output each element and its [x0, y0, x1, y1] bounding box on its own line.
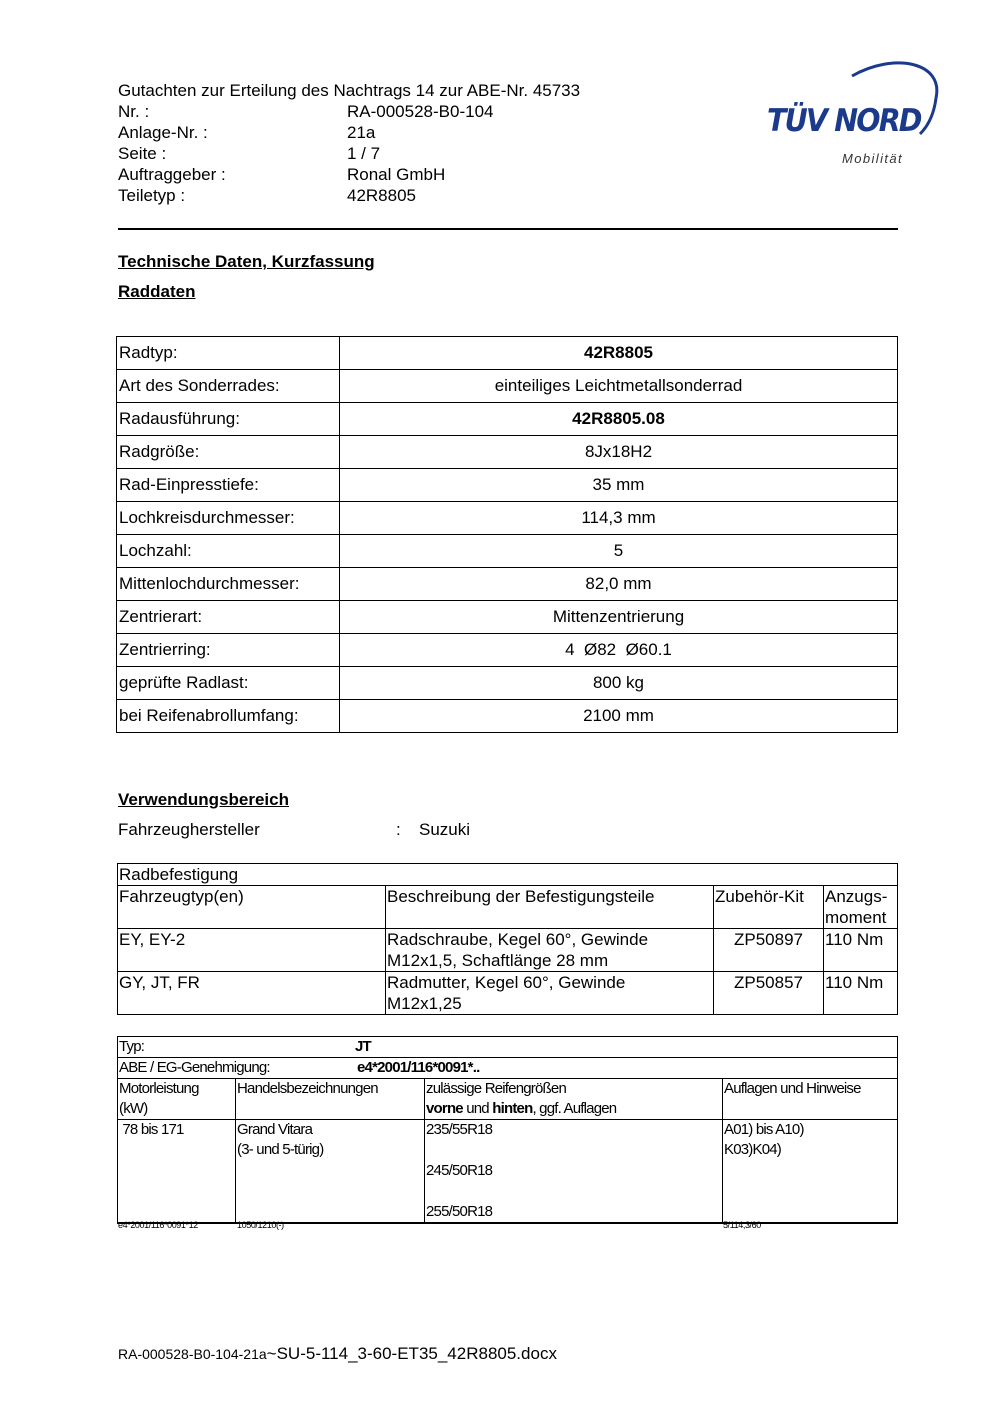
table-header-row [118, 1079, 898, 1120]
document-header [118, 80, 580, 206]
table-row [117, 337, 898, 370]
logo-subtitle: Mobilität [842, 151, 904, 166]
row-label: Radgröße: [117, 436, 340, 469]
typ-label: Typ: [119, 1038, 145, 1055]
row-label: Zentrierring: [117, 634, 340, 667]
accessory-kit: ZP50857 [714, 972, 824, 1015]
row-value: 8Jx18H2 [340, 436, 898, 469]
row-value: 800 kg [340, 667, 898, 700]
tyres-front: vorne [426, 1100, 463, 1117]
meta-value: 21a [347, 123, 376, 142]
tyres-header-line [426, 1099, 721, 1119]
meta-key: Auftraggeber : [118, 165, 226, 184]
footer-doc-id: RA-000528-B0-104-21a [118, 1346, 267, 1362]
meta-value: RA-000528-B0-104 [347, 102, 494, 121]
description-line: M12x1,5, Schaftlänge 28 mm [387, 951, 609, 970]
trade-name-line: Grand Vitara [237, 1121, 313, 1138]
table-row [117, 700, 898, 733]
mounting-table [117, 863, 898, 1015]
vehicle-types: GY, JT, FR [118, 972, 386, 1015]
typ-row [118, 1037, 898, 1058]
footnote-right: 5/114,3/60 [723, 1220, 761, 1230]
tyres-rear: hinten [492, 1100, 533, 1117]
description-line: M12x1,25 [387, 994, 462, 1013]
table-row [118, 972, 898, 1015]
meta-value: 42R8805 [347, 186, 417, 205]
row-label: Mittenlochdurchmesser: [117, 568, 340, 601]
table-row [117, 535, 898, 568]
vehicle-types: EY, EY-2 [118, 929, 386, 972]
torque: 110 Nm [824, 972, 898, 1015]
meta-key: Anlage-Nr. : [118, 123, 208, 142]
row-value: 5 [340, 535, 898, 568]
row-label: Zentrierart: [117, 601, 340, 634]
tyre-size: 255/50R18 [426, 1203, 493, 1220]
row-value: 4 Ø82 Ø60.1 [340, 634, 898, 667]
meta-key: Teiletyp : [118, 186, 186, 205]
row-label: Art des Sonderrades: [117, 370, 340, 403]
header-divider [118, 228, 898, 230]
column-header-notes: Auflagen und Hinweise [723, 1079, 898, 1120]
row-label: Lochzahl: [117, 535, 340, 568]
meta-row-seite [118, 143, 580, 164]
column-header: Anzugs- moment [824, 886, 898, 929]
column-header: Beschreibung der Befestigungsteile [386, 886, 714, 929]
table-header-row [118, 886, 898, 929]
table-row [117, 634, 898, 667]
tyre-sizes [425, 1120, 723, 1224]
maker-separator: : [396, 820, 401, 839]
table-row [117, 667, 898, 700]
table-row [117, 568, 898, 601]
meta-value: 1 / 7 [347, 144, 381, 163]
row-value: 114,3 mm [340, 502, 898, 535]
abe-label: ABE / EG-Genehmigung: [119, 1059, 270, 1076]
tuv-nord-logo [764, 58, 944, 170]
trade-names [236, 1120, 425, 1224]
tyre-size: 235/55R18 [426, 1121, 493, 1138]
footer-filename: ~SU-5-114_3-60-ET35_42R8805.docx [266, 1344, 557, 1363]
row-label: Radausführung: [117, 403, 340, 436]
tyres-header-line: zulässige Reifengrößen [426, 1080, 566, 1097]
document-footer [118, 1344, 557, 1364]
footnote-mid: 1050/1210(-) [237, 1220, 284, 1230]
column-header: Fahrzeugtyp(en) [118, 886, 386, 929]
notes [723, 1120, 898, 1224]
meta-value: Ronal GmbH [347, 165, 446, 184]
meta-row-auftraggeber [118, 164, 580, 185]
maker-label: Fahrzeughersteller [118, 820, 260, 839]
row-label: Rad-Einpresstiefe: [117, 469, 340, 502]
table-row [117, 436, 898, 469]
column-header-trade-names: Handelsbezeichnungen [236, 1079, 425, 1120]
tyres-and: und [462, 1100, 493, 1117]
footnote-left: e4*2001/116*0091*12 [118, 1220, 198, 1230]
wheel-data-table [116, 336, 898, 733]
row-label: Radtyp: [117, 337, 340, 370]
table-row [117, 601, 898, 634]
document-title: Gutachten zur Erteilung des Nachtrags 14 zur ABE-Nr. 45733 [118, 81, 581, 100]
row-label: geprüfte Radlast: [117, 667, 340, 700]
meta-row-anlage [118, 122, 580, 143]
typ-value: JT [355, 1038, 371, 1055]
row-value: 35 mm [340, 469, 898, 502]
logo-wordmark: TÜV NORD [767, 103, 921, 139]
column-header-power: Motorleistung (kW) [118, 1079, 236, 1120]
row-value: 2100 mm [340, 700, 898, 733]
table-row [117, 370, 898, 403]
tyres-rest: , ggf. Auflagen [532, 1100, 617, 1117]
tech-data-heading: Technische Daten, Kurzfassung [118, 252, 375, 271]
table-row [118, 929, 898, 972]
fastener-description [386, 972, 714, 1015]
abe-value: e4*2001/116*0091*.. [357, 1059, 480, 1076]
wheel-data-heading: Raddaten [118, 282, 196, 301]
table-row [117, 403, 898, 436]
meta-row-nr [118, 101, 580, 122]
tyre-size: 245/50R18 [426, 1162, 493, 1179]
table-row [117, 469, 898, 502]
typ-cell [118, 1037, 898, 1058]
mounting-title: Radbefestigung [118, 864, 898, 886]
torque: 110 Nm [824, 929, 898, 972]
vehicle-maker-row [118, 820, 470, 840]
table-row [118, 1120, 898, 1224]
table-row [118, 864, 898, 886]
fastener-description [386, 929, 714, 972]
row-label: bei Reifenabrollumfang: [117, 700, 340, 733]
row-value: 42R8805.08 [340, 403, 898, 436]
note-line: K03)K04) [724, 1141, 781, 1158]
maker-value: Suzuki [419, 820, 471, 839]
trade-name-line: (3- und 5-türig) [237, 1141, 324, 1158]
power-range: 78 bis 171 [118, 1120, 236, 1224]
usage-heading: Verwendungsbereich [118, 790, 289, 809]
row-value: 82,0 mm [340, 568, 898, 601]
table-row [117, 502, 898, 535]
abe-cell [118, 1058, 898, 1079]
row-value: einteiliges Leichtmetallsonderrad [340, 370, 898, 403]
row-value: Mittenzentrierung [340, 601, 898, 634]
meta-row-teiletyp [118, 185, 580, 206]
vehicle-type-table [117, 1036, 898, 1224]
description-line: Radschraube, Kegel 60°, Gewinde [387, 930, 649, 949]
meta-key: Nr. : [118, 102, 150, 121]
row-label: Lochkreisdurchmesser: [117, 502, 340, 535]
description-line: Radmutter, Kegel 60°, Gewinde [387, 973, 626, 992]
note-line: A01) bis A10) [724, 1121, 804, 1138]
column-header-tyres [425, 1079, 723, 1120]
abe-row [118, 1058, 898, 1079]
row-value: 42R8805 [340, 337, 898, 370]
column-header: Zubehör-Kit [714, 886, 824, 929]
meta-key: Seite : [118, 144, 167, 163]
accessory-kit: ZP50897 [714, 929, 824, 972]
